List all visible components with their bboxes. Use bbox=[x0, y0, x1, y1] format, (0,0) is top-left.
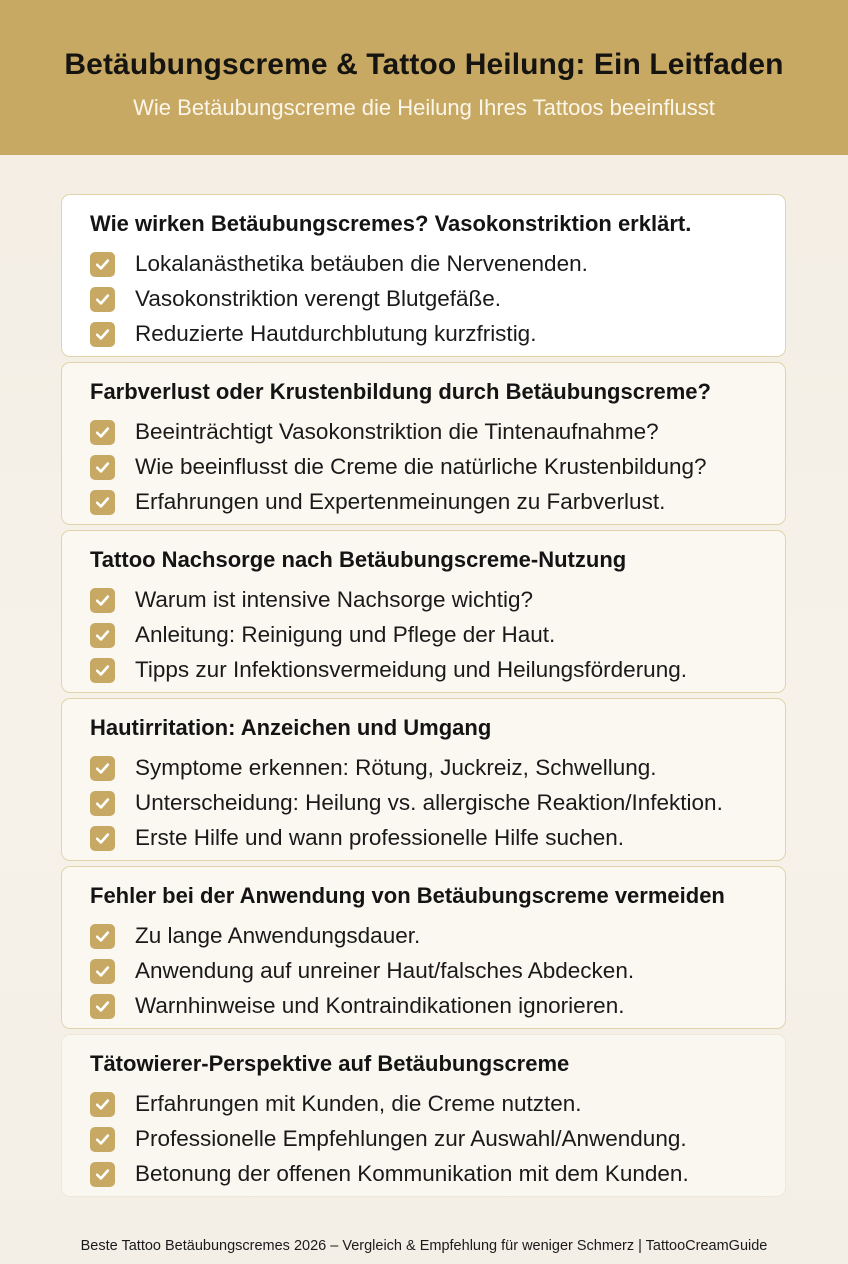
checkbox-check-icon bbox=[90, 420, 115, 445]
checklist-item-text: Symptome erkennen: Rötung, Juckreiz, Schwellung. bbox=[135, 755, 657, 780]
checklist-item bbox=[90, 1160, 689, 1188]
section-title: Tattoo Nachsorge nach Betäubungscreme-Nutzung bbox=[90, 547, 627, 572]
checklist-item bbox=[90, 922, 420, 950]
checkbox-check-icon bbox=[90, 791, 115, 816]
section-title: Farbverlust oder Krustenbildung durch Betäubungscreme? bbox=[90, 379, 711, 404]
checklist-item bbox=[90, 656, 687, 684]
checklist-item-text: Betonung der offenen Kommunikation mit dem Kunden. bbox=[135, 1161, 689, 1186]
page-title: Betäubungscreme & Tattoo Heilung: Ein Leitfaden bbox=[64, 48, 784, 81]
section-title: Hautirritation: Anzeichen und Umgang bbox=[90, 715, 492, 740]
checkbox-check-icon bbox=[90, 490, 115, 515]
checklist-item bbox=[90, 621, 555, 649]
checkbox-check-icon bbox=[90, 994, 115, 1019]
checklist-item-text: Warnhinweise und Kontraindikationen ignorieren. bbox=[135, 993, 625, 1018]
checklist-item bbox=[90, 1090, 582, 1118]
checklist-item-text: Wie beeinflusst die Creme die natürliche Krustenbildung? bbox=[135, 454, 707, 479]
checklist-item-text: Zu lange Anwendungsdauer. bbox=[135, 923, 421, 948]
checkbox-check-icon bbox=[90, 1092, 115, 1117]
checkbox-check-icon bbox=[90, 252, 115, 277]
checklist-item bbox=[90, 824, 624, 852]
checklist-item bbox=[90, 320, 536, 348]
checklist-item bbox=[90, 418, 659, 446]
section-card bbox=[61, 362, 786, 525]
section-card bbox=[61, 1034, 786, 1197]
checkbox-check-icon bbox=[90, 1162, 115, 1187]
checklist-item-text: Beeinträchtigt Vasokonstriktion die Tintenaufnahme? bbox=[135, 419, 659, 444]
section-card bbox=[61, 530, 786, 693]
checkbox-check-icon bbox=[90, 658, 115, 683]
checklist-item-text: Anleitung: Reinigung und Pflege der Haut. bbox=[135, 622, 556, 647]
checklist-item-text: Tipps zur Infektionsvermeidung und Heilungsförderung. bbox=[135, 657, 687, 682]
checklist-item-text: Erste Hilfe und wann professionelle Hilfe suchen. bbox=[135, 825, 625, 850]
checklist-item-text: Lokalanästhetika betäuben die Nervenenden. bbox=[135, 251, 588, 276]
checkbox-check-icon bbox=[90, 322, 115, 347]
checkbox-check-icon bbox=[90, 455, 115, 480]
checklist-item bbox=[90, 250, 588, 278]
header-banner bbox=[0, 0, 848, 155]
checkbox-check-icon bbox=[90, 756, 115, 781]
checklist-item-text: Erfahrungen und Expertenmeinungen zu Farbverlust. bbox=[135, 489, 666, 514]
checkbox-check-icon bbox=[90, 826, 115, 851]
checkbox-check-icon bbox=[90, 959, 115, 984]
checklist-item bbox=[90, 488, 665, 516]
section-title: Tätowierer-Perspektive auf Betäubungscreme bbox=[90, 1051, 570, 1076]
checklist-item-text: Anwendung auf unreiner Haut/falsches Abdecken. bbox=[135, 958, 635, 983]
checklist-item bbox=[90, 285, 501, 313]
section-card bbox=[61, 698, 786, 861]
checkbox-check-icon bbox=[90, 924, 115, 949]
checklist-item bbox=[90, 754, 657, 782]
checklist-item bbox=[90, 453, 707, 481]
checklist-item-text: Unterscheidung: Heilung vs. allergische Reaktion/Infektion. bbox=[135, 790, 723, 815]
checklist-item bbox=[90, 992, 624, 1020]
checklist-item-text: Warum ist intensive Nachsorge wichtig? bbox=[135, 587, 534, 612]
checkbox-check-icon bbox=[90, 623, 115, 648]
checklist-item-text: Vasokonstriktion verengt Blutgefäße. bbox=[135, 286, 502, 311]
section-card bbox=[61, 194, 786, 357]
section-title: Wie wirken Betäubungscremes? Vasokonstriktion erklärt. bbox=[90, 211, 692, 236]
checkbox-check-icon bbox=[90, 287, 115, 312]
checklist-item-text: Professionelle Empfehlungen zur Auswahl/Anwendung. bbox=[135, 1126, 687, 1151]
footer-text: Beste Tattoo Betäubungscremes 2026 – Vergleich & Empfehlung für weniger Schmerz | TattooCreamGuide bbox=[80, 1238, 768, 1254]
section-title: Fehler bei der Anwendung von Betäubungscreme vermeiden bbox=[90, 883, 725, 908]
checklist-item-text: Erfahrungen mit Kunden, die Creme nutzten. bbox=[135, 1091, 582, 1116]
checklist-item-text: Reduzierte Hautdurchblutung kurzfristig. bbox=[135, 321, 537, 346]
section-card bbox=[61, 866, 786, 1029]
checklist-item bbox=[90, 789, 723, 817]
checklist-item bbox=[90, 586, 533, 614]
checklist-item bbox=[90, 957, 634, 985]
checkbox-check-icon bbox=[90, 588, 115, 613]
checkbox-check-icon bbox=[90, 1127, 115, 1152]
page-subtitle: Wie Betäubungscreme die Heilung Ihres Tattoos beeinflusst bbox=[133, 95, 715, 120]
checklist-item bbox=[90, 1125, 687, 1153]
